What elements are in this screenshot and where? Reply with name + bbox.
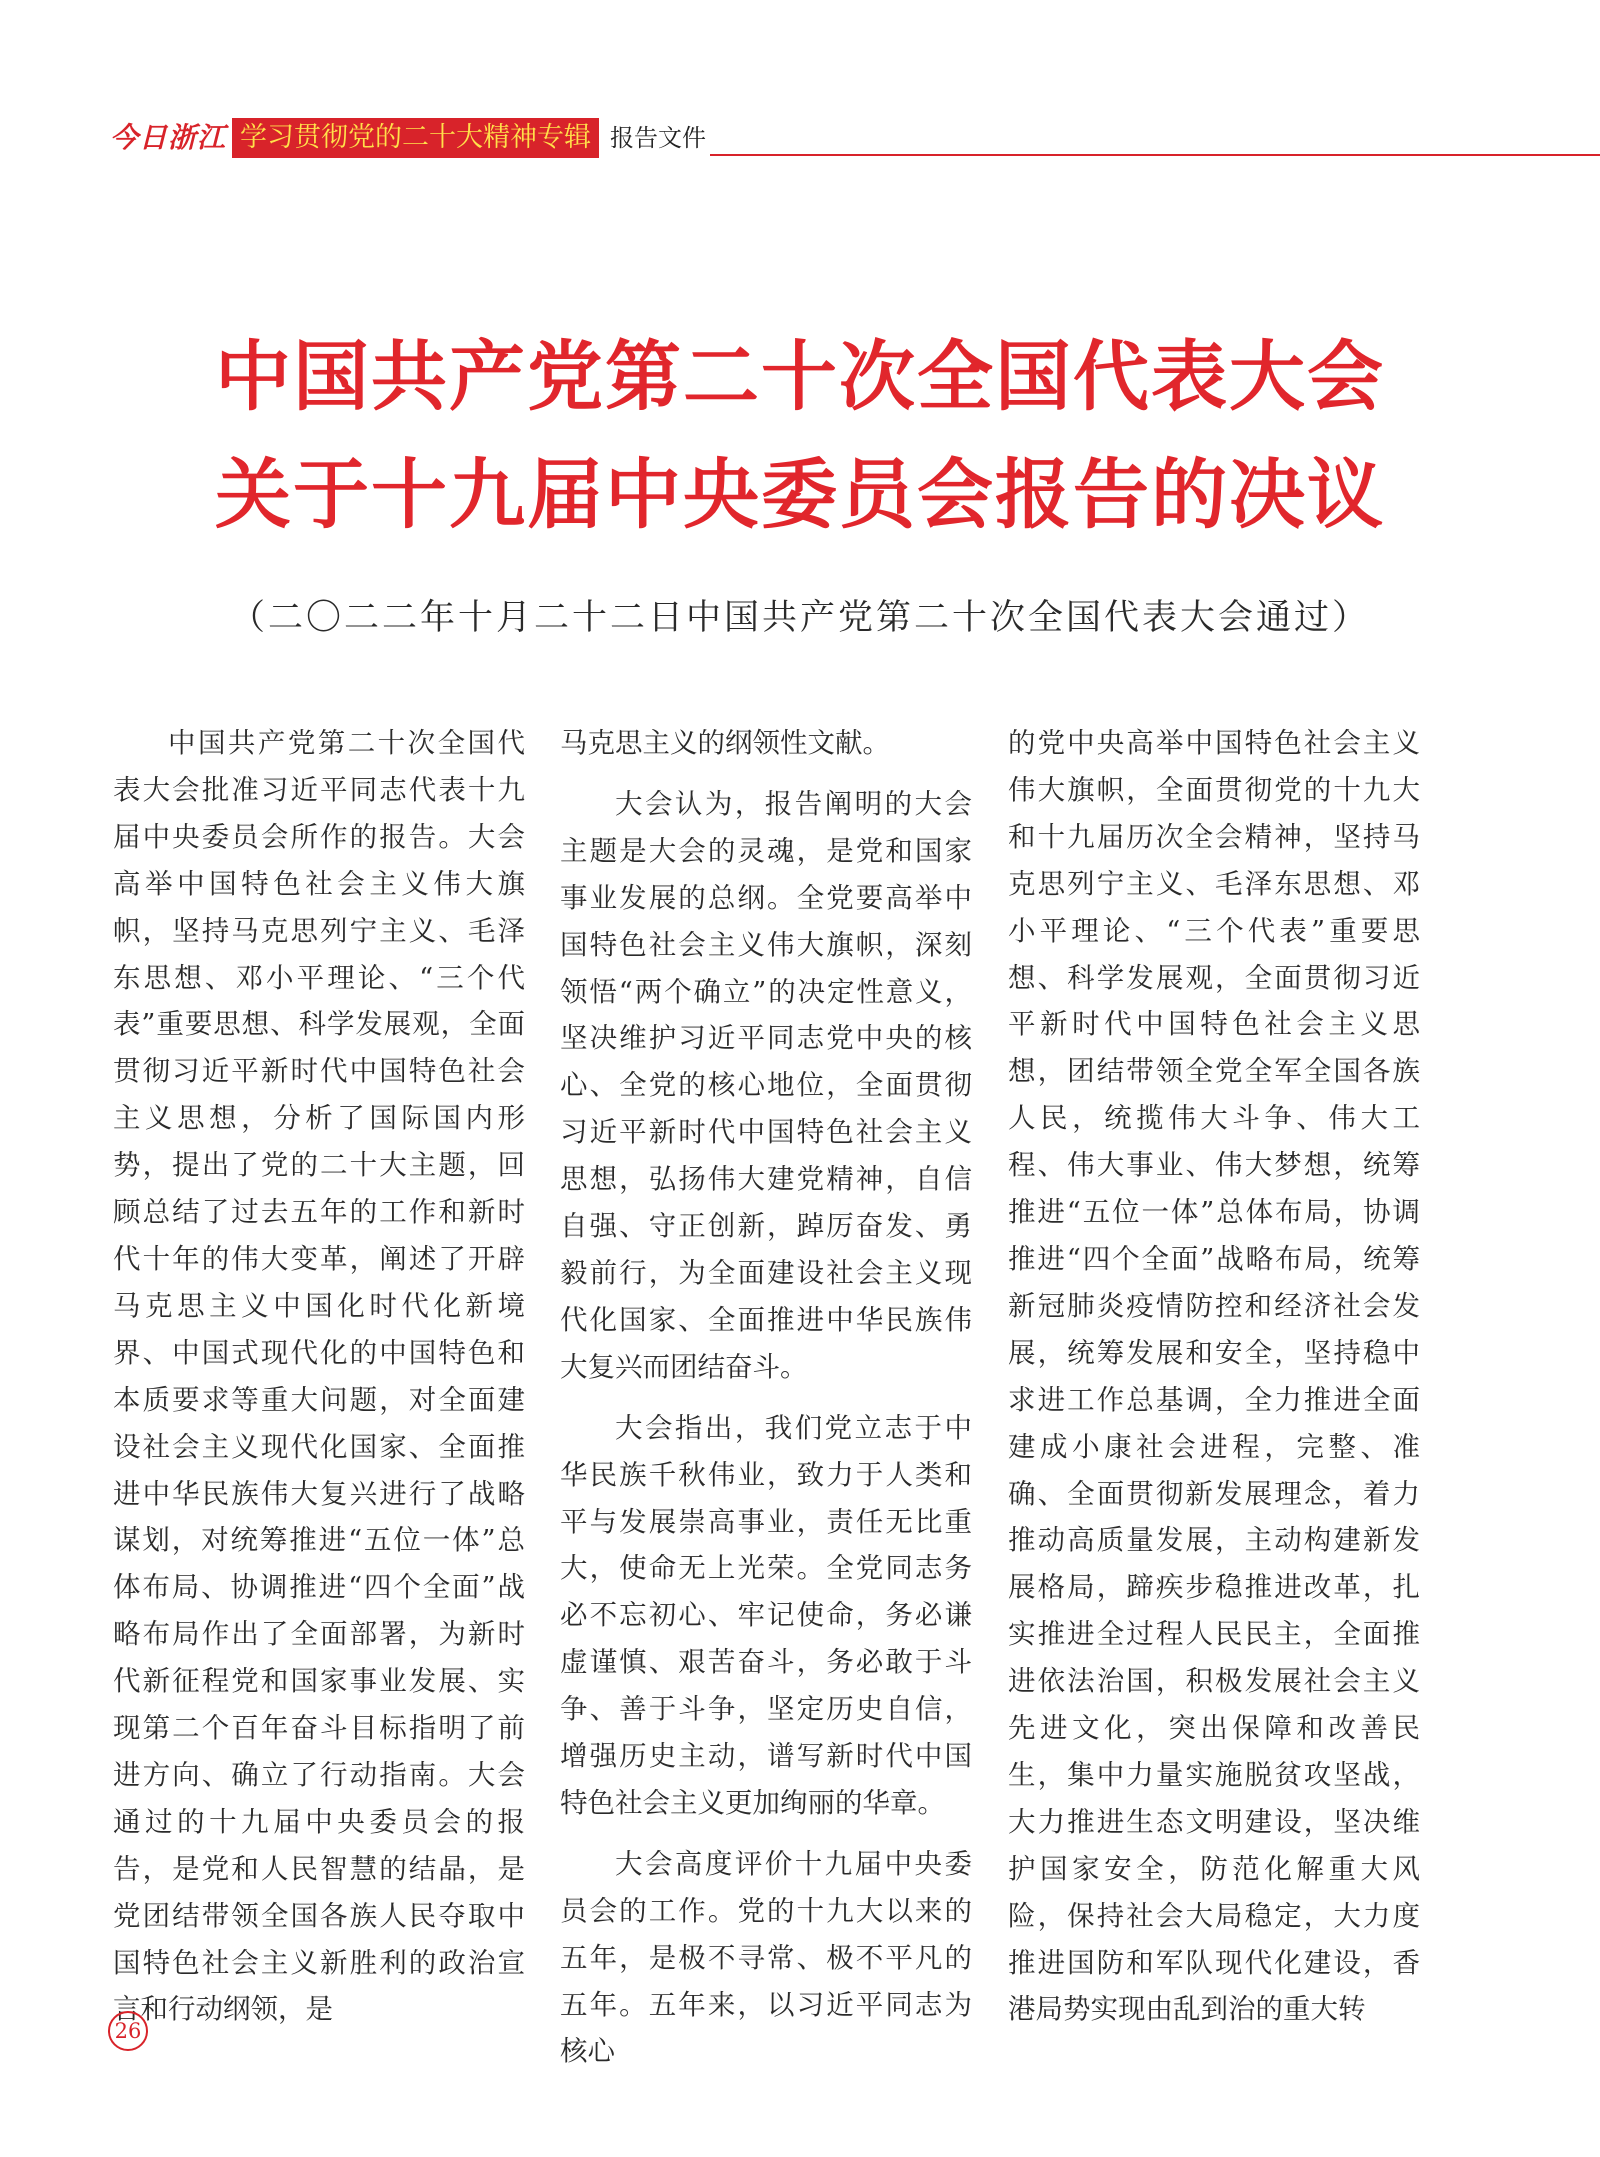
paragraph: 中国共产党第二十次全国代表大会批准习近平同志代表十九届中央委员会所作的报告。大会高举中国特色社会主义伟大旗帜，坚持马克思列宁主义、毛泽东思想、邓小平理论、“三个代表”重要思想、科学发展观，全面贯彻习近平新时代中国特色社会主义思想，分析了国际国内形势，提出了党的二十大主题，回顾总结了过去五年的工作和新时代十年的伟大变革，阐述了开辟马克思主义中国化时代化新境界、中国式现代化的中国特色和本质要求等重大问题，对全面建设社会主义现代化国家、全面推进中华民族伟大复兴进行了战略谋划，对统筹推进“五位一体”总体布局、协调推进“四个全面”战略布局作出了全面部署，为新时代新征程党和国家事业发展、实现第二个百年奋斗目标指明了前进方向、确立了行动指南。大会通过的十九届中央委员会的报告，是党和人民智慧的结晶，是党团结带领全国各族人民夺取中国特色社会主义新胜利的政治宣言和行动纲领，是 [113, 727, 525, 2026]
article-title [0, 318, 1600, 554]
header-rule [710, 154, 1600, 156]
magazine-logo: 今日浙江 [110, 121, 227, 154]
title-line-1: 中国共产党第二十次全国代表大会 [215, 332, 1385, 421]
body-column-1 [113, 720, 525, 2033]
series-banner: 学习贯彻党的二十大精神专辑 [232, 118, 599, 158]
paragraph-continued: 马克思主义的纲领性文献。 [560, 727, 890, 759]
section-label: 报告文件 [610, 124, 706, 152]
page-number: 26 [108, 2011, 148, 2051]
paragraph: 大会认为，报告阐明的大会主题是大会的灵魂，是党和国家事业发展的总纲。全党要高举中国特色社会主义伟大旗帜，深刻领悟“两个确立”的决定性意义，坚决维护习近平同志党中央的核心、全党的核心地位，全面贯彻习近平新时代中国特色社会主义思想，弘扬伟大建党精神，自信自强、守正创新，踔厉奋发、勇毅前行，为全面建设社会主义现代化国家、全面推进中华民族伟大复兴而团结奋斗。 [560, 787, 972, 1383]
title-line-2: 关于十九届中央委员会报告的决议 [215, 450, 1385, 539]
page-header [110, 118, 1600, 158]
body-column-2 [560, 720, 972, 2075]
article-subtitle: （二〇二二年十月二十二日中国共产党第二十次全国代表大会通过） [229, 598, 1370, 638]
paragraph-continued: 的党中央高举中国特色社会主义伟大旗帜，全面贯彻党的十九大和十九届历次全会精神，坚持马克思列宁主义、毛泽东思想、邓小平理论、“三个代表”重要思想、科学发展观，全面贯彻习近平新时代中国特色社会主义思想，团结带领全党全军全国各族人民，统揽伟大斗争、伟大工程、伟大事业、伟大梦想，统筹推进“五位一体”总体布局，协调推进“四个全面”战略布局，统筹新冠肺炎疫情防控和经济社会发展，统筹发展和安全，坚持稳中求进工作总基调，全力推进全面建成小康社会进程，完整、准确、全面贯彻新发展理念，着力推动高质量发展，主动构建新发展格局，蹄疾步稳推进改革，扎实推进全过程人民民主，全面推进依法治国，积极发展社会主义先进文化，突出保障和改善民生，集中力量实施脱贫攻坚战，大力推进生态文明建设，坚决维护国家安全，防范化解重大风险，保持社会大局稳定，大力度推进国防和军队现代化建设，香港局势实现由乱到治的重大转 [1008, 727, 1420, 2026]
paragraph: 大会指出，我们党立志于中华民族千秋伟业，致力于人类和平与发展崇高事业，责任无比重大，使命无上光荣。全党同志务必不忘初心、牢记使命，务必谦虚谨慎、艰苦奋斗，务必敢于斗争、善于斗争，坚定历史自信，增强历史主动，谱写新时代中国特色社会主义更加绚丽的华章。 [560, 1411, 972, 1819]
paragraph: 大会高度评价十九届中央委员会的工作。党的十九大以来的五年，是极不寻常、极不平凡的五年。五年来，以习近平同志为核心 [560, 1847, 972, 2068]
body-column-3 [1008, 720, 1420, 2033]
